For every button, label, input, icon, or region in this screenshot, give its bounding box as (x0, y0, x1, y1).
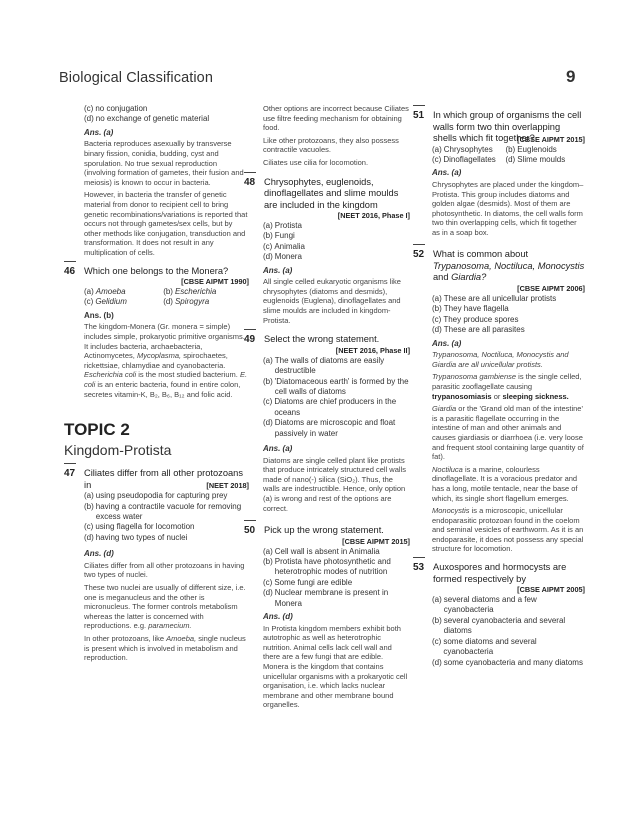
options-row: (a) Amoeba (b) Escherichia (84, 287, 217, 297)
option-c: (c) no conjugation (84, 104, 148, 113)
explanation: Bacteria reproduces asexually by transverse binary fission, conidia, budding, cyst and sporulation. No true sexual reproduction (involving formation of gametes, their fusion and meiosis) is known to occur in bacteria. (84, 139, 244, 187)
question-text: Auxospores and hormocysts are formed respectively by (433, 562, 567, 584)
option-d: (d) Monera (263, 252, 302, 262)
options-row: (c) Dinoflagellates (d) Slime moulds (432, 154, 566, 164)
option-d: (d) having two types of nuclei (84, 532, 188, 542)
question-46 (64, 266, 249, 278)
option-c: (c) Animalia (263, 241, 306, 251)
question-text: What is common about Trypanosoma, Noctiluca, Monocystis and Giardia? (433, 249, 585, 283)
question-48 (244, 177, 410, 212)
option-a: (a) several diatoms and a few cyanobacteria (432, 595, 537, 615)
answer: Ans. (a) (263, 265, 293, 275)
explanation: Ciliates differ from all other protozoans in having two types of nuclei. (84, 560, 245, 580)
option-b: (b) having a contractile vacuole for removing excess water (84, 501, 242, 521)
question-text: Which one belongs to the Monera? (84, 265, 229, 276)
answer: Ans. (d) (84, 549, 114, 559)
question-51 (413, 110, 585, 145)
question-number: 50 (244, 525, 264, 537)
option-c: (c) Diatoms are chief producers in the oceans (263, 397, 397, 417)
question-number: 47 (64, 468, 84, 480)
explanation: Chrysophytes are placed under the kingdom–Protista. This group includes diatoms and golden algae (desmids). Most of them are photosynthetic. In diatoms, the cell walls form two thin overlapping cells, which fit together as in a soap box. (432, 179, 584, 237)
exam-tag: [CBSE AIPMT 2015] (517, 134, 585, 144)
explanation: Like other protozoans, they also possess contractile vacuoles. (263, 135, 399, 155)
option-a: (a) Protista (263, 221, 302, 231)
topic-subheading: Kingdom-Protista (64, 442, 172, 459)
explanation: In other protozoans, like Amoeba, single nucleus is present which is involved in metabolism and reproduction. (84, 633, 246, 663)
explanation: Monocystis is a microscopic, unicellular endoparasitic protozoan found in the coelom and seminal vesicles of earthworm. As it is an endoparasite, it does not possess any special structure for locomotion. (432, 506, 584, 554)
column-1 (64, 104, 249, 663)
exam-tag: [CBSE AIPMT 2005] (517, 585, 585, 595)
question-text: Select the wrong statement. (264, 334, 380, 345)
option-a: (a) These are all unicellular protists (432, 293, 557, 303)
question-number: 46 (64, 266, 84, 278)
column-3 (413, 104, 585, 668)
answer: Ans. (a) (263, 444, 293, 453)
question-47 (64, 468, 249, 491)
explanation: These two nuclei are usually of different size, i.e. one is meganucleus and the other is micronucleus. The former controls metabolism whereas the latter is concerned with reproductions. e.g. paramecium. (84, 583, 246, 631)
exam-tag: [CBSE AIPMT 1990] (181, 277, 249, 287)
explanation: Trypanosoma gambiense is the single celled, parasitic zooflagellate causing trypanosomiasis or sleeping sickness. (432, 372, 582, 401)
option-c: (c) some diatoms and several cyanobacteria (432, 636, 537, 657)
question-number: 52 (413, 249, 433, 261)
answer: Ans. (a) (432, 168, 462, 178)
explanation: However, in bacteria the transfer of genetic material from donor to recipient cell to bring genetic recombinations/variations is reported that occurs not through gametes/sex cells, but by other methods like conjugation, transduction and transformation. It does not result in any multiplication of cells. (84, 190, 248, 257)
option-b: (b) 'Diatomaceous earth' is formed by the cell walls of diatoms (263, 376, 409, 396)
option-c: (c) They produce spores (432, 314, 519, 324)
option-d: (d) no exchange of genetic material (84, 114, 210, 124)
chapter-title: Biological Classification (59, 70, 214, 86)
explanation: Ciliates use cilia for locomotion. (263, 157, 369, 167)
option-c: (c) using flagella for locomotion (84, 522, 195, 532)
question-text: In which group of organisms the cell walls form two thin overlapping shells which fit together? (433, 110, 582, 143)
option-a: (a) The walls of diatoms are easily destructible (263, 355, 385, 376)
question-53 (413, 562, 585, 585)
option-d: (d) Nuclear membrane is present in Monera (263, 588, 389, 608)
exam-tag: [NEET 2016, Phase I] (337, 211, 410, 221)
explanation: All single celled eukaryotic organisms like chrysophytes (diatoms and desmids), euglenoids (Euglena), dinoflagellates and slime moulds are included in kingdom-Protista. (263, 277, 401, 325)
option-a: (a) Cell wall is absent in Animalia (263, 546, 380, 556)
question-text: Ciliates differ from all other protozoans in (84, 468, 243, 490)
explanation: In Protista kingdom members exhibit both autotrophic as well as heterotrophic nutrition. Animal cells lack cell wall and there are a few fungi that are edible. Monera is the kingdom that contains unicellular organisms with a prokaryotic cell organisation, i.e. which lacks nuclear membrane and other membrane bound organelles. (263, 623, 408, 710)
question-text: Chrysophytes, euglenoids, dinoflagellates and slime moulds are included in the kingdom (264, 176, 399, 210)
question-number: 53 (413, 562, 433, 574)
question-number: 48 (244, 177, 264, 189)
option-b: (b) They have flagella (432, 304, 509, 314)
option-b: (b) Protista have photosynthetic and heterotrophic modes of nutrition (263, 557, 391, 577)
answer: Ans. (d) (263, 612, 293, 622)
answer: Ans. (b) (84, 310, 114, 320)
question-text: Pick up the wrong statement. (264, 525, 384, 536)
options-row: (a) Chrysophytes (b) Euglenoids (432, 144, 557, 154)
explanation: The kingdom-Monera (Gr. monera = simple) includes simple, prokaryotic primitive organisms. It includes bacteria, archaebacteria, Actinomycetes, Mycoplasma, spirochaetes, rickettsiae, chlamydiae and cyanobacteria. Escherichia coli is the most studied bacterium. E. coli is an enteric bacteria, found in entire colon, secretes vitamin-K, B₂, B₆, B₁₂ and folic acid. (84, 322, 248, 399)
question-50 (244, 525, 410, 537)
option-d: (d) some cyanobacteria and many diatoms (432, 657, 583, 667)
option-b: (b) Fungi (263, 231, 295, 241)
question-52 (413, 249, 585, 284)
topic-heading: TOPIC 2 (64, 420, 130, 440)
explanation: Noctiluca is a marine, colourless dinoflagellate. It is a voracious predator and has a long, motile tentacle, near the base of which, its single short flagellum emerges. (432, 464, 578, 503)
explanation: Trypanosoma, Noctiluca, Monocystis and Giardia are all unicellular protists. (432, 350, 569, 369)
explanation: Giardia or the 'Grand old man of the intestine' is a parasitic flagellate occurring in the intestine of man and other animals and causes giardiasis or diarrhoea (i.e. very loose and frequent stool containing large quantity of fat). (432, 404, 584, 462)
question-number: 51 (413, 110, 433, 122)
exam-tag: [NEET 2016, Phase II] (335, 345, 410, 355)
question-number: 49 (244, 334, 264, 346)
exam-tag: [CBSE AIPMT 2015] (342, 536, 410, 546)
option-d: (d) Diatoms are microscopic and float passively in water (263, 418, 396, 438)
column-2 (244, 104, 410, 710)
question-49 (244, 334, 410, 346)
option-c: (c) Some fungi are edible (263, 577, 353, 587)
answer: Ans. (a) (84, 127, 114, 137)
option-b: (b) several cyanobacteria and several diatoms (432, 615, 566, 636)
exam-tag: [CBSE AIPMT 2006] (517, 283, 585, 293)
answer: Ans. (a) (432, 338, 462, 348)
option-d: (d) These are all parasites (432, 325, 525, 335)
page-number: 9 (566, 67, 576, 86)
options-row: (c) Gelidium (d) Spirogyra (84, 297, 210, 307)
exam-tag: [NEET 2018] (206, 481, 249, 491)
explanation: Other options are incorrect because Ciliates use filtre feeding mechanism for obtaining food. (263, 104, 409, 133)
option-a: (a) using pseudopodia for capturing prey (84, 491, 228, 501)
explanation: Diatoms are single celled plant like protists that produce intricately structured cell walls made of nano(-) silica (SiO₂). Thus, the walls are indestructible. Hence, only option (a) is wrong and rest of the options are correct. (263, 455, 406, 513)
